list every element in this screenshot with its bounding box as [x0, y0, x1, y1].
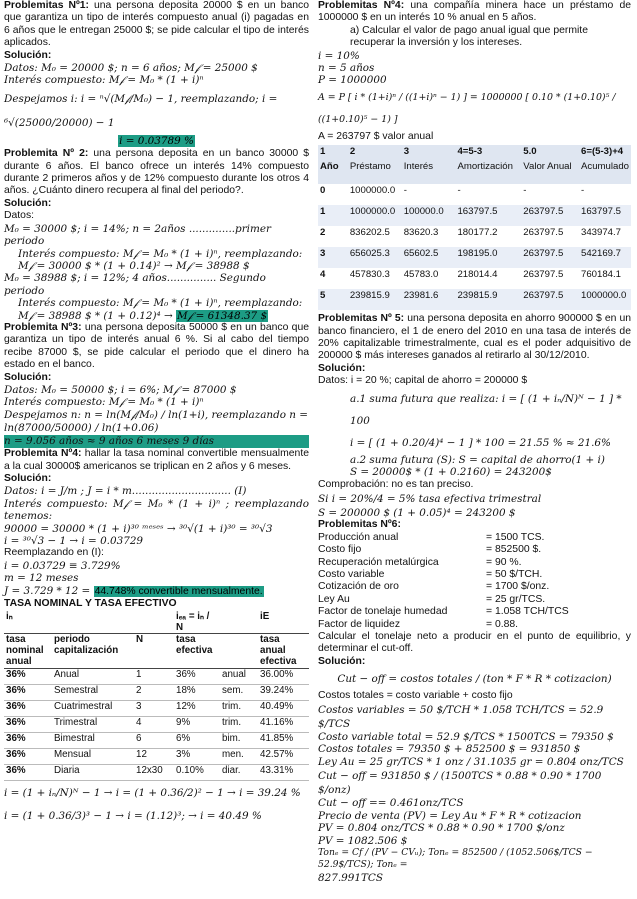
data-line: Datos: M₀ = 50000 $; i = 6%; M𝒻 = 87000 $: [4, 383, 237, 396]
table-cell: 163797.5: [455, 205, 521, 226]
table-row: [4, 701, 309, 717]
table-row: [4, 669, 309, 685]
table-header-row: [318, 145, 631, 160]
problem-1-statement: Problemitas Nº1: una persona deposita 20000 $ en un banco que garantiza un tipo de interés compuesto anual (i) pagadas en 6 años que le entregan 25000 $; se pide calcular el tipo de interés aplicados.: [4, 0, 309, 49]
table-cell: 760184.1: [579, 268, 631, 289]
formula-line: PV = 0.804 onz/TCS * 0.88 * 0.90 * 1700 $/onz: [318, 822, 565, 835]
formula-line: Interés compuesto: M𝒻 = M₀ * (1 + i)ⁿ ; reemplazando tenemos:: [4, 497, 309, 523]
table-cell: -: [579, 184, 631, 205]
table-cell: -: [521, 184, 579, 205]
table-cell: 36%: [174, 669, 220, 685]
problem-4b-statement: Problemitas Nº4: una compañía minera hace un préstamo de 1000000 $ en un interés 10 % anual en 5 años.: [318, 0, 631, 24]
solution-label: Solución:: [4, 371, 52, 383]
table-cell: Año: [318, 160, 348, 184]
table-cell: 218014.4: [455, 268, 521, 289]
table-cell: 198195.0: [455, 247, 521, 268]
table-cell: -: [402, 184, 456, 205]
table-cell: diar.: [220, 765, 258, 781]
data-row: Cotización de oro = 1700 $/onz.: [318, 581, 550, 593]
formula-line: M₀ = 30000 $; i = 14%; n = 2años ..............primer periodo: [4, 222, 271, 248]
table-cell: 36%: [4, 685, 52, 701]
data-line: Datos: i = J/m ; J = i * m.............................. (I): [4, 485, 247, 498]
data-row: Ley Au = 25 gr/TCS.: [318, 593, 546, 605]
data-line: P = 1000000: [318, 74, 387, 87]
problem-4-statement: Problemita Nº4: hallar la tasa nominal convertible mensualmente a la cual 30000$ americanos se triplican en 2 años y 6 meses.: [4, 448, 309, 472]
table-cell: 6%: [174, 733, 220, 749]
table-cell: 12: [134, 749, 174, 765]
table-cell: 4: [318, 268, 348, 289]
table-cell: Préstamo: [348, 160, 402, 184]
table-cell: 1000000.0: [348, 205, 402, 226]
formula-line: Interés compuesto: M𝒻 = M₀ * (1 + i)ⁿ, reemplazando:: [18, 297, 303, 310]
data-row: Factor de liquidez = 0.88.: [318, 618, 519, 630]
formula-line: Cut − off = 931850 $ / (1500TCS * 0.88 * 0.90 * 1700 $/onz): [318, 770, 602, 797]
formula-line: Despejamos n: n = ln(M𝒻/M₀) / ln(1+i), reemplazando n = ln(87000/50000) / ln(1+0.06): [4, 408, 309, 434]
formula-line: J = 3.729 * 12 = 44.748% convertible mensualmente.: [4, 584, 263, 597]
data-row: Recuperación metalúrgica = 90 %.: [318, 556, 522, 568]
table-cell: 1: [318, 145, 348, 160]
table-cell: bim.: [220, 733, 258, 749]
table-cell: trim.: [220, 717, 258, 733]
result-highlight: M𝒻 = 61348.37 $: [177, 309, 268, 322]
formula-line: a.1 suma futura que realiza: i = [ (1 + iₙ/N)ᴺ − 1 ] * 100: [350, 392, 622, 427]
table-row: [318, 268, 631, 289]
table-cell: sem.: [220, 685, 258, 701]
formula-line: Si i = 20%/4 = 5% tasa efectiva trimestral: [318, 492, 542, 505]
table-cell: 18%: [174, 685, 220, 701]
formula-line: Interés compuesto: M𝒻 = M₀ * (1 + i)ⁿ: [4, 74, 204, 87]
table-cell: Mensual: [52, 749, 134, 765]
table-cell: 36%: [4, 717, 52, 733]
table-cell: 1: [134, 669, 174, 685]
data-row: Factor de tonelaje humedad = 1.058 TCH/TCS: [318, 606, 569, 618]
table-cell: Acumulado: [579, 160, 631, 184]
table-cell: anual: [220, 669, 258, 685]
table-cell: 1000000.0: [579, 289, 631, 310]
formula-line: M𝒻 = 38988 $ * (1 + 0.12)⁴ → M𝒻 = 61348.37 $: [18, 309, 268, 322]
table-cell: 36%: [4, 749, 52, 765]
formula-line: m = 12 meses: [4, 572, 79, 585]
table-cell: 39.24%: [258, 685, 309, 701]
table-cell: [220, 634, 258, 669]
table-cell: -: [455, 184, 521, 205]
table-cell: 263797.5: [521, 289, 579, 310]
formula-line: i = (1 + iₙ/N)ᴺ − 1 → i = (1 + 0.36/2)² − 1 → i = 39.24 %: [4, 787, 301, 800]
table-cell: tasa efectiva: [174, 634, 220, 669]
table-cell: 4: [134, 717, 174, 733]
table-cell: Semestral: [52, 685, 134, 701]
problem-3-statement: Problemita Nº3: una persona deposita 50000 $ en un banco que garantiza un tipo de interés anual 6 %. Si al cabo del tiempo recibe 87000 $, se pide calcular el periodo que el dinero ha estado en el banco.: [4, 321, 310, 371]
table-header-row: [318, 160, 631, 184]
table-cell: 263797.5: [521, 205, 579, 226]
result-highlight: 44.748% convertible mensualmente.: [94, 585, 263, 597]
table-row: [318, 205, 631, 226]
table-cell: 1: [318, 205, 348, 226]
formula-line: S = 200000 $ (1 + 0.05)⁴ = 243200 $: [318, 506, 516, 519]
table-row: [4, 765, 309, 781]
data-line: n = 5 años: [318, 62, 375, 75]
table-cell: 36%: [4, 701, 52, 717]
table-row: [318, 289, 631, 310]
table-cell: 239815.9: [348, 289, 402, 310]
table-cell: 263797.5: [521, 247, 579, 268]
table-cell: 836202.5: [348, 226, 402, 247]
formula-line: Reemplazando en (I):: [4, 547, 104, 559]
problem-6-title: Problemitas Nº6:: [318, 519, 401, 531]
table-cell: 656025.3: [348, 247, 402, 268]
problem-6-data: [318, 532, 631, 631]
table-cell: 41.16%: [258, 717, 309, 733]
formula-line: i = [ (1 + 0.20/4)⁴ − 1 ] * 100 = 21.55 % ≈ 21.6%: [350, 436, 611, 449]
table-row: [4, 749, 309, 765]
question-line: Calcular el tonelaje neto a producir en el punto de equilibrio, y determinar el cut-off.: [318, 630, 631, 655]
annual-value-line: A = 263797 $ valor anual: [318, 130, 434, 142]
table-cell: trim.: [220, 701, 258, 717]
data-row: Costo variable = 50 $/TCH.: [318, 568, 543, 580]
table-cell: 163797.5: [579, 205, 631, 226]
table-header-row: [4, 611, 309, 634]
table-cell: 36%: [4, 733, 52, 749]
result-highlight: i = 0.03789 %: [119, 134, 194, 147]
left-column: [4, 0, 309, 827]
table-cell: [134, 611, 174, 634]
table-cell: 4=5-3: [455, 145, 521, 160]
formula-line: Costos totales = costo variable + costo fijo: [318, 690, 513, 702]
table-cell: 36%: [4, 669, 52, 685]
table-cell: 1000000.0: [348, 184, 402, 205]
table-cell: 2: [318, 226, 348, 247]
data-row: Costo fijo = 852500 $.: [318, 544, 542, 556]
table-cell: 457830.3: [348, 268, 402, 289]
rates-table-title: TASA NOMINAL Y TASA EFECTIVO: [4, 598, 177, 610]
solution-label: Solución:: [318, 655, 366, 667]
table-header-row: [4, 634, 309, 669]
table-cell: 542169.7: [579, 247, 631, 268]
formula-line: M₀ = 38988 $; i = 12%; 4 años............... Segundo periodo: [4, 272, 266, 297]
table-cell: 65602.5: [402, 247, 456, 268]
table-cell: 263797.5: [521, 226, 579, 247]
table-cell: Interés: [402, 160, 456, 184]
table-cell: 42.57%: [258, 749, 309, 765]
formula-line: i = 0.03729 ≡ 3.729%: [4, 559, 121, 572]
table-cell: 3%: [174, 749, 220, 765]
question-a: a) Calcular el valor de pago anual igual que permite recuperar la inversión y los intereses.: [350, 24, 588, 49]
table-cell: Bimestral: [52, 733, 134, 749]
table-cell: 2: [348, 145, 402, 160]
table-cell: 0.10%: [174, 765, 220, 781]
solution-label: Solución:: [4, 473, 52, 484]
problem-2-statement: Problemita Nº 2: una persona deposita en un banco 30000 $ durante 6 años. El banco ofrece un interés 14% compuesto durante 2 primeros años y de 12% compuesto durante los otros 4 años. ¿Cuánto dinero recupera al final del periodo?.: [4, 148, 309, 197]
table-cell: Anual: [52, 669, 134, 685]
table-cell: 45783.0: [402, 268, 456, 289]
table-cell: men.: [220, 749, 258, 765]
table-cell: 41.85%: [258, 733, 309, 749]
data-line: Datos: M₀ = 20000 $; n = 6 años; M𝒻 = 25000 $: [4, 62, 258, 75]
table-cell: 43.31%: [258, 765, 309, 781]
table-cell: iE: [258, 611, 309, 634]
formula-line: Costos variables = 50 $/TCH * 1.058 TCH/TCS = 52.9 $/TCS: [318, 703, 604, 730]
table-cell: 3: [402, 145, 456, 160]
table-cell: tasa anual efectiva: [258, 634, 309, 669]
table-cell: 263797.5: [521, 268, 579, 289]
formula-line: Tonₑ = Cf / (PV − CVᵤ); Tonₑ = 852500 / (1052.506$/TCS − 52.9$/TCS); Tonₑ =: [318, 847, 593, 871]
table-cell: tasa nominal anual: [4, 634, 52, 669]
formula-line: a.2 suma futura (S): S = capital de ahorro(1 + i): [350, 453, 605, 466]
table-cell: 36%: [4, 765, 52, 781]
table-cell: 40.49%: [258, 701, 309, 717]
table-row: [318, 184, 631, 205]
table-cell: 343974.7: [579, 226, 631, 247]
right-column: [318, 0, 631, 884]
amortization-table: [318, 145, 631, 310]
table-cell: 6: [134, 733, 174, 749]
table-cell: 5.0: [521, 145, 579, 160]
data-line: Datos: i = 20 %; capital de ahorro = 200000 $: [318, 375, 528, 387]
table-cell: 23981.6: [402, 289, 456, 310]
check-line: Comprobación: no es tan preciso.: [318, 478, 474, 490]
table-row: [4, 685, 309, 701]
table-row: [4, 733, 309, 749]
table-cell: 0: [318, 184, 348, 205]
table-cell: 3: [134, 701, 174, 717]
formula-line: Precio de venta (PV) = Ley Au * F * R * cotizacion: [318, 809, 582, 822]
formula-line: Cut − off == 0.461onz/TCS: [318, 797, 464, 810]
table-cell: 36.00%: [258, 669, 309, 685]
table-cell: Diaria: [52, 765, 134, 781]
formula-line: Despejamos i: i = ⁿ√(M𝒻/M₀) − 1, reemplazando; i = ⁶√(25000/20000) − 1: [4, 92, 278, 129]
formula-line: Cut − off = costos totales / (ton * F * R * cotizacion): [337, 673, 612, 686]
formula-line: 827.991TCS: [318, 871, 383, 884]
formula-line: A = P [ i * (1+i)ⁿ / ((1+i)ⁿ − 1) ] = 1000000 [ 0.10 * (1+0.10)⁵ / ((1+0.10)⁵ − 1) ]: [318, 91, 616, 125]
table-cell: 3: [318, 247, 348, 268]
table-cell: 239815.9: [455, 289, 521, 310]
table-cell: 5: [318, 289, 348, 310]
table-cell: Cuatrimestral: [52, 701, 134, 717]
formula-line: M𝒻 = 30000 $ * (1 + 0.14)² → M𝒻 = 38988 $: [18, 259, 250, 272]
table-row: [318, 247, 631, 268]
solution-label: Solución:: [4, 197, 52, 209]
data-row: Producción anual = 1500 TCS.: [318, 531, 545, 543]
formula-line: i = (1 + 0.36/3)³ − 1 → i = (1.12)³; → i = 40.49 %: [4, 810, 262, 823]
table-row: [318, 226, 631, 247]
formula-line: i = ³⁰√3 − 1 → i = 0.03729: [4, 535, 144, 548]
data-label: Datos:: [4, 210, 35, 222]
solution-label: Solución:: [4, 49, 52, 61]
table-cell: 12%: [174, 701, 220, 717]
formula-line: Interés compuesto: M𝒻 = M₀ * (1 + i)ⁿ, reemplazando:: [18, 247, 303, 260]
table-cell: Trimestral: [52, 717, 134, 733]
table-cell: Valor Anual: [521, 160, 579, 184]
table-cell: 180177.2: [455, 226, 521, 247]
table-cell: N: [134, 634, 174, 669]
table-cell: 83620.3: [402, 226, 456, 247]
solution-label: Solución:: [318, 362, 366, 374]
table-cell: 2: [134, 685, 174, 701]
formula-line: Costos totales = 79350 $ + 852500 $ = 931850 $: [318, 743, 581, 755]
data-line: i = 10%: [318, 49, 360, 62]
problem-5-statement: Problemitas Nº 5: una persona deposita en ahorro 900000 $ en un banco financiero, el 1 de enero del 2010 en una tasa de interés de 20% capitalizable trimestralmente, cual es el poder adquisitivo de 200000 $ más intereses ganados al retirarlo al 30/12/2010.: [318, 313, 631, 362]
table-cell: 6=(5-3)+4: [579, 145, 631, 160]
table-cell: [220, 611, 258, 634]
formula-line: S = 20000$ * (1 + 0.2160) = 243200$: [350, 466, 552, 479]
formula-line: PV = 1082.506 $: [318, 834, 408, 847]
table-cell: periodo capitalización: [52, 634, 134, 669]
table-cell: 12x30: [134, 765, 174, 781]
table-cell: 9%: [174, 717, 220, 733]
table-cell: 100000.0: [402, 205, 456, 226]
table-cell: [52, 611, 134, 634]
table-row: [4, 717, 309, 733]
table-cell: Amortización: [455, 160, 521, 184]
formula-line: Costo variable total = 52.9 $/TCS * 1500TCS = 79350 $: [318, 730, 614, 743]
rates-table: [4, 611, 309, 781]
formula-line: Interés compuesto: M𝒻 = M₀ * (1 + i)ⁿ: [4, 396, 204, 409]
formula-line: 90000 = 30000 * (1 + i)³⁰ ᵐᵉˢᵉˢ → ³⁰√(1 + i)³⁰ = ³⁰√3: [4, 522, 273, 535]
result-highlight: n = 9.056 años ≈ 9 años 6 meses 9 días: [4, 434, 214, 447]
table-cell: iₑₐ = iₙ / N: [174, 611, 220, 634]
formula-line: Ley Au = 25 gr/TCS * 1 onz / 31.1035 gr = 0.804 onz/TCS: [318, 756, 624, 769]
table-cell: iₙ: [4, 611, 52, 634]
